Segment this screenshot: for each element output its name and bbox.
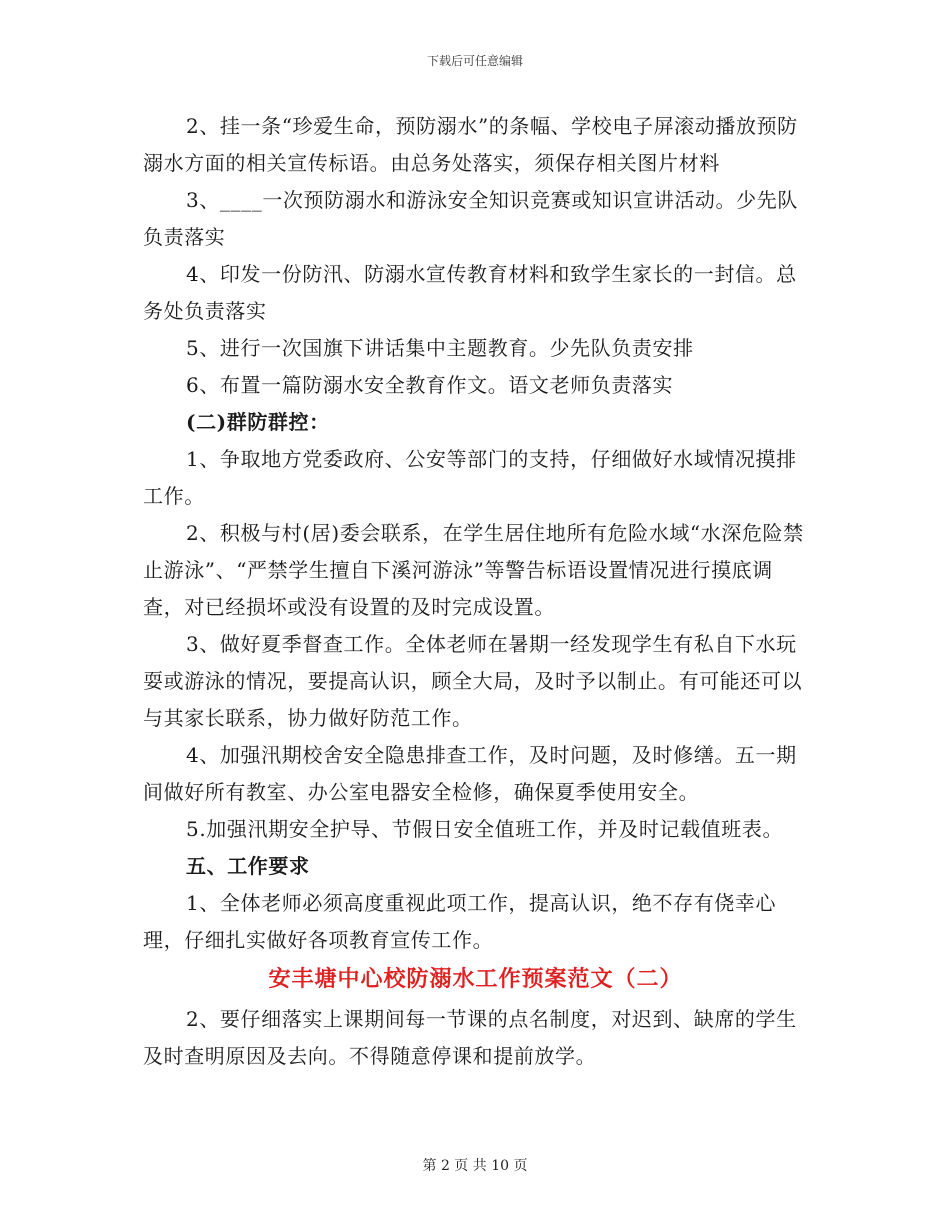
document-title: 安丰塘中心校防溺水工作预案范文（二）: [268, 966, 683, 992]
paragraph-item-2: 2、挂一条“珍爱生命，预防溺水”的条幅、学校电子屏滚动播放预防溺水方面的相关宣传标语。由总务处落实，须保存相关图片材料: [143, 114, 798, 175]
section-heading-work-requirements: 五、工作要求: [186, 854, 310, 878]
page-footer: 第 2 页 共 10 页: [422, 1158, 528, 1174]
paragraph-item-3: 3、____一次预防溺水和游泳安全知识竞赛或知识宣讲活动。少先队负责落实: [143, 188, 798, 249]
document-body: [143, 108, 808, 1075]
section-heading-group-prevention: (二)群防群控：: [186, 410, 330, 434]
paragraph-plan2-item-2: 2、要仔细落实上课期间每一节课的点名制度，对迟到、缺席的学生及时查明原因及去向。不得随意停课和提前放学。: [143, 1007, 797, 1068]
paragraph-group-1: 1、争取地方党委政府、公安等部门的支持，仔细做好水域情况摸排工作。: [143, 447, 797, 508]
paragraph-group-5: 5.加强汛期安全护导、节假日安全值班工作，并及时记载值班表。: [186, 817, 784, 841]
page-header: 下载后可任意编辑: [426, 54, 523, 68]
paragraph-group-3: 3、做好夏季督查工作。全体老师在暑期一经发现学生有私自下水玩耍或游泳的情况，要提高认识，顾全大局，及时予以制止。有可能还可以与其家长联系，协力做好防范工作。: [143, 632, 803, 730]
paragraph-group-4: 4、加强汛期校舍安全隐患排查工作，及时问题，及时修缮。五一期间做好所有教室、办公室电器安全检修，确保夏季使用安全。: [143, 743, 797, 804]
paragraph-item-5: 5、进行一次国旗下讲话集中主题教育。少先队负责安排: [186, 336, 694, 360]
paragraph-group-2: 2、积极与村(居)委会联系，在学生居住地所有危险水域“水深危险禁止游泳”、“严禁学生擅自下溪河游泳”等警告标语设置情况进行摸底调查，对已经损坏或没有设置的及时完成设置。: [143, 521, 804, 619]
paragraph-item-4: 4、印发一份防汛、防溺水宣传教育材料和致学生家长的一封信。总务处负责落实: [143, 262, 797, 323]
paragraph-item-6: 6、布置一篇防溺水安全教育作文。语文老师负责落实: [186, 373, 674, 397]
paragraph-requirement-1: 1、全体老师必须高度重视此项工作，提高认识，绝不存有侥幸心理，仔细扎实做好各项教育宣传工作。: [143, 891, 777, 952]
